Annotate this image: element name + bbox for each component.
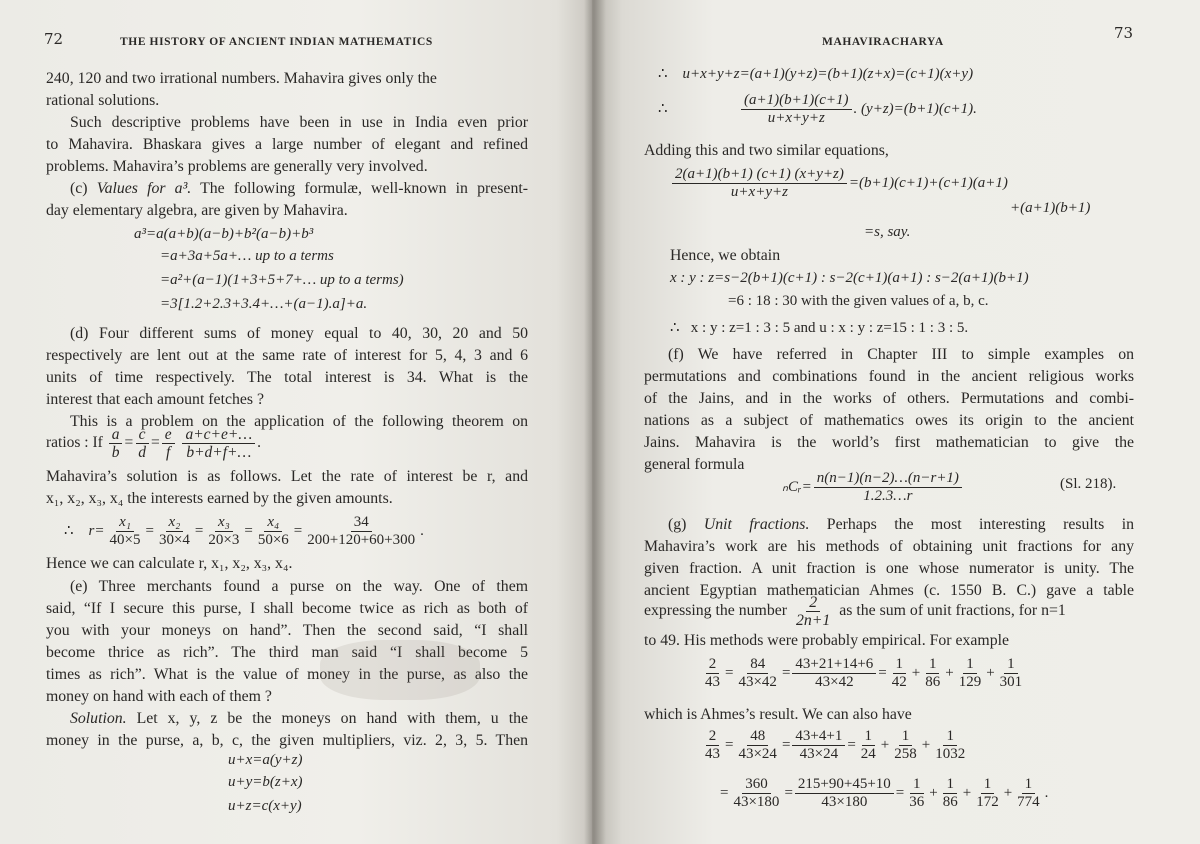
numerator: a+c+e+… bbox=[182, 426, 255, 444]
numerator: 2 bbox=[806, 594, 820, 612]
section-g: (g) Unit fractions. Perhaps the most interesting results in Mahavira’s work are his methods of obtaining unit fractions for any given fraction. A unit fraction is one whose numerator is unity. The ancient Egyptian mathematician Ahmes (c. 1550 B. C.) gave a table bbox=[644, 516, 1134, 599]
equation: +(a+1)(b+1) bbox=[1010, 200, 1091, 216]
denominator: 43×24 bbox=[799, 746, 839, 762]
denominator: 36 bbox=[909, 794, 925, 810]
paragraph: Such descriptive problems have been in use in India even prior to Mahavira. Bhaskara gives a large number of elegant and refined problems. Mahavira’s problems are generally very involved. bbox=[46, 114, 528, 175]
denominator: u+x+y+z bbox=[730, 184, 788, 200]
solution-label: Solution. bbox=[70, 710, 127, 727]
fraction bbox=[156, 514, 193, 549]
numerator: 1 bbox=[893, 656, 907, 674]
denominator: 301 bbox=[999, 674, 1023, 690]
denominator: 42 bbox=[891, 674, 907, 690]
denominator: 2n+1 bbox=[795, 612, 831, 629]
fraction bbox=[795, 776, 894, 811]
denominator: 43×42 bbox=[738, 674, 777, 690]
fraction bbox=[205, 514, 242, 549]
fraction bbox=[814, 470, 962, 505]
section-e: (e) Three merchants found a purse on the way. One of them said, “If I secure this purse, I shall become twice as rich as both of you with your moneys on hand”. Then the second said, “I shall become thrice as rich”. The third man said “I shall become 5 times as rich”. What is the value of money in the purse, as also the money on hand with each of them ? Solution. Let x, y, z be the moneys on hand with them, u the money in the purse, a, b, c, the given multipliers, viz. 2, 3, 5. Then bbox=[46, 578, 528, 749]
fraction bbox=[956, 656, 985, 691]
fraction bbox=[702, 656, 723, 691]
numerator: c bbox=[136, 426, 149, 444]
denominator: 86 bbox=[942, 794, 958, 810]
unit-fraction-example: $\frac{2}{43}$ = $\frac{48}{43\times 24}$ = $\frac{43+4+1}{43\times 24}$ = $\frac{1}{24}$ + $\frac{1}{258}$ + $\frac{1}{1032}$ bbox=[700, 728, 970, 763]
denominator: 40×5 bbox=[109, 532, 141, 548]
page-number: 73 bbox=[1114, 24, 1134, 42]
numerator: 2 bbox=[706, 728, 720, 746]
numerator: 1 bbox=[1022, 776, 1036, 794]
paragraph: 240, 120 and two irrational numbers. Mahavira gives only the rational solutions. bbox=[46, 70, 437, 109]
right-page bbox=[592, 0, 1200, 844]
fraction bbox=[973, 776, 1002, 811]
numerator: e bbox=[162, 426, 175, 444]
denominator: 43 bbox=[705, 674, 720, 690]
numerator: 43+4+1 bbox=[792, 728, 845, 746]
numerator: 2(a+1)(b+1) (c+1) (x+y+z) bbox=[672, 166, 847, 184]
numerator: 1 bbox=[926, 656, 940, 674]
denominator: d bbox=[138, 444, 146, 461]
fraction bbox=[932, 728, 968, 763]
section-title: Unit fractions. bbox=[703, 516, 810, 533]
denominator: 20×3 bbox=[208, 532, 240, 548]
numerator: 1 bbox=[910, 776, 924, 794]
equation: =s, say. bbox=[864, 224, 911, 240]
section-c: (c) Values for a³. The following formulæ, well-known in present- day elementary algebra, are given by Mahavira. bbox=[46, 180, 528, 219]
fraction bbox=[304, 514, 418, 549]
numerator: 360 bbox=[742, 776, 771, 794]
fraction bbox=[182, 426, 255, 461]
fraction bbox=[1014, 776, 1043, 811]
denominator: 43 bbox=[705, 746, 720, 762]
fraction bbox=[858, 728, 879, 763]
paragraph: which is Ahmes’s result. We can also have bbox=[644, 706, 912, 723]
numerator: (a+1)(b+1)(c+1) bbox=[741, 92, 852, 110]
fraction bbox=[162, 426, 175, 461]
numerator: x₃ bbox=[215, 514, 233, 532]
fraction bbox=[672, 166, 847, 201]
section-title: Values for a³. bbox=[96, 180, 192, 197]
left-page bbox=[0, 0, 592, 844]
numerator: 1 bbox=[1004, 656, 1018, 674]
equation: $\frac{2(a+1)(b+1) (c+1) (x+y+z)}{u+x+y+z}$ =(b+1)(c+1)+(c+1)(a+1) bbox=[670, 166, 1008, 201]
numerator: 1 bbox=[963, 656, 977, 674]
denominator: 1.2.3…r bbox=[863, 488, 913, 504]
fraction bbox=[906, 776, 927, 811]
fraction bbox=[735, 728, 779, 763]
fraction bbox=[997, 656, 1026, 691]
formula: =a+3a+5a+… up to a terms bbox=[160, 248, 334, 264]
numerator: 1 bbox=[899, 728, 913, 746]
ratio-final: ∴ x : y : z=1 : 3 : 5 and u : x : y : z=15 : 1 : 3 : 5. bbox=[670, 320, 969, 336]
expression-line: expressing the number $\frac{2}{2n+1}$ as the sum of unit fractions, for n=1 bbox=[644, 594, 1066, 629]
paragraph: to 49. His methods were probably empirical. For example bbox=[644, 632, 1009, 649]
numerator: x₄ bbox=[264, 514, 282, 532]
denominator: 24 bbox=[860, 746, 876, 762]
numerator: 48 bbox=[747, 728, 768, 746]
section-f: (f) We have referred in Chapter III to simple examples on permutations and combinations found in the ancient religious works of the Jains, and in the works of others. Permutations and combi- nations as a subject of mathematics owes its origin to the ancient Jains. Mahavira is the world’s first mathematician to give the general formula bbox=[644, 346, 1134, 473]
equation: ∴ $\frac{(a+1)(b+1)(c+1)}{u+x+y+z}$ . (y+z)=(b+1)(c+1). bbox=[658, 92, 977, 126]
denominator: 86 bbox=[925, 674, 941, 690]
numerator: 1 bbox=[943, 776, 957, 794]
numerator: 1 bbox=[943, 728, 957, 746]
fraction bbox=[730, 776, 782, 811]
fraction bbox=[940, 776, 961, 811]
equation: u+z=c(x+y) bbox=[228, 798, 302, 814]
denominator: b+d+f+… bbox=[186, 444, 252, 461]
section-d: (d) Four different sums of money equal to 40, 30, 20 and 50 respectively are lent out at the same rate of interest for 5, 4, 3 and 6 units of time respectively. The total interest is 34. What is the interest that each amount fetches ? This is a problem on the application of the following theorem on bbox=[46, 325, 528, 430]
denominator: 258 bbox=[894, 746, 917, 762]
denominator: 43×42 bbox=[815, 674, 854, 690]
numerator: a bbox=[109, 426, 123, 444]
denominator: 129 bbox=[958, 674, 982, 690]
fraction bbox=[792, 728, 845, 763]
denominator: 774 bbox=[1017, 794, 1040, 810]
fraction bbox=[792, 656, 876, 691]
formula: =a²+(a−1)(1+3+5+7+… up to a terms) bbox=[160, 272, 404, 288]
numerator: 34 bbox=[351, 514, 372, 532]
fraction bbox=[793, 594, 833, 629]
denominator: f bbox=[165, 444, 171, 461]
denominator: 1032 bbox=[935, 746, 966, 762]
denominator: 43×180 bbox=[733, 794, 780, 810]
denominator: b bbox=[111, 444, 120, 461]
fraction bbox=[107, 514, 144, 549]
paragraph: Hence we can calculate r, x₁, x₂, x₃, x₄. bbox=[46, 555, 293, 572]
page-number: 72 bbox=[44, 30, 64, 48]
running-head: THE HISTORY OF ANCIENT INDIAN MATHEMATICS bbox=[120, 36, 433, 48]
fraction bbox=[702, 728, 723, 763]
equation: ∴ u+x+y+z=(a+1)(y+z)=(b+1)(z+x)=(c+1)(x+y) bbox=[658, 66, 974, 82]
ncr-formula: ₙCᵣ= $\frac{n(n-1)(n-2)\dots(n-r+1)}{1.2.3\dots r}$ bbox=[782, 470, 964, 505]
denominator: 172 bbox=[976, 794, 999, 810]
equation: u+x=a(y+z) bbox=[228, 752, 303, 768]
denominator: 43×24 bbox=[738, 746, 777, 762]
numerator: 2 bbox=[706, 656, 720, 674]
formula: a³=a(a+b)(a−b)+b²(a−b)+b³ bbox=[134, 226, 314, 242]
running-head: MAHAVIRACHARYA bbox=[822, 36, 944, 48]
numerator: x₂ bbox=[166, 514, 184, 532]
fraction bbox=[741, 92, 852, 127]
numerator: 1 bbox=[981, 776, 995, 794]
denominator: u+x+y+z bbox=[767, 110, 825, 126]
equation: u+y=b(z+x) bbox=[228, 774, 303, 790]
numerator: 84 bbox=[747, 656, 768, 674]
fraction bbox=[109, 426, 123, 461]
reference: (Sl. 218). bbox=[1060, 476, 1117, 492]
rate-equation: ∴ r= $\frac{\text{x₁}}{40\times 5}$ = $\frac{\text{x₂}}{30\times 4}$ = $\frac{\text{x₃}}{20\times 3}$ = $\frac{\text{x₄}}{50\times 6}$ = $\frac{34}{200+120+60+300}$ . bbox=[64, 514, 424, 548]
numerator: x₁ bbox=[116, 514, 134, 532]
numerator: 1 bbox=[862, 728, 876, 746]
unit-fraction-example: = $\frac{360}{43\times 180}$ = $\frac{215+90+45+10}{43\times 180}$ = $\frac{1}{36}$ + $\frac{1}{86}$ + $\frac{1}{172}$ + $\frac{1}{774}$ . bbox=[720, 776, 1049, 810]
fraction bbox=[255, 514, 292, 549]
ratio-theorem: ratios : If $\frac{a}{b}$ = $\frac{c}{d}$ = $\frac{e}{f}$ $\frac{a+c+e+\dots}{b+d+f+\dots}$ . bbox=[46, 426, 262, 461]
formula: =3[1.2+2.3+3.4+…+(a−1).a]+a. bbox=[160, 296, 368, 312]
numerator: n(n−1)(n−2)…(n−r+1) bbox=[814, 470, 962, 488]
numerator: 43+21+14+6 bbox=[792, 656, 876, 674]
fraction bbox=[735, 656, 779, 691]
ratio-values: =6 : 18 : 30 with the given values of a, b, c. bbox=[728, 293, 989, 309]
paper-stain bbox=[320, 640, 480, 700]
denominator: 200+120+60+300 bbox=[307, 532, 416, 548]
paragraph: Adding this and two similar equations, bbox=[644, 142, 889, 159]
paragraph: Hence, we obtain bbox=[670, 247, 781, 264]
denominator: 30×4 bbox=[158, 532, 190, 548]
paragraph: Mahavira’s solution is as follows. Let the rate of interest be r, and x₁, x₂, x₃, x₄ the interests earned by the given amounts. bbox=[46, 468, 528, 507]
fraction bbox=[891, 728, 920, 763]
fraction bbox=[889, 656, 910, 691]
fraction bbox=[135, 426, 149, 461]
numerator: 215+90+45+10 bbox=[795, 776, 894, 794]
fraction bbox=[922, 656, 943, 691]
unit-fraction-example: $\frac{2}{43}$ = $\frac{84}{43\times 42}$ = $\frac{43+21+14+6}{43\times 42}$ = $\frac{1}{42}$ + $\frac{1}{86}$ + $\frac{1}{129}$ + $\frac{1}{301}$ bbox=[700, 656, 1027, 691]
denominator: 43×180 bbox=[821, 794, 868, 810]
denominator: 50×6 bbox=[257, 532, 289, 548]
ratio-equation: x : y : z=s−2(b+1)(c+1) : s−2(c+1)(a+1) : s−2(a+1)(b+1) bbox=[670, 270, 1029, 286]
